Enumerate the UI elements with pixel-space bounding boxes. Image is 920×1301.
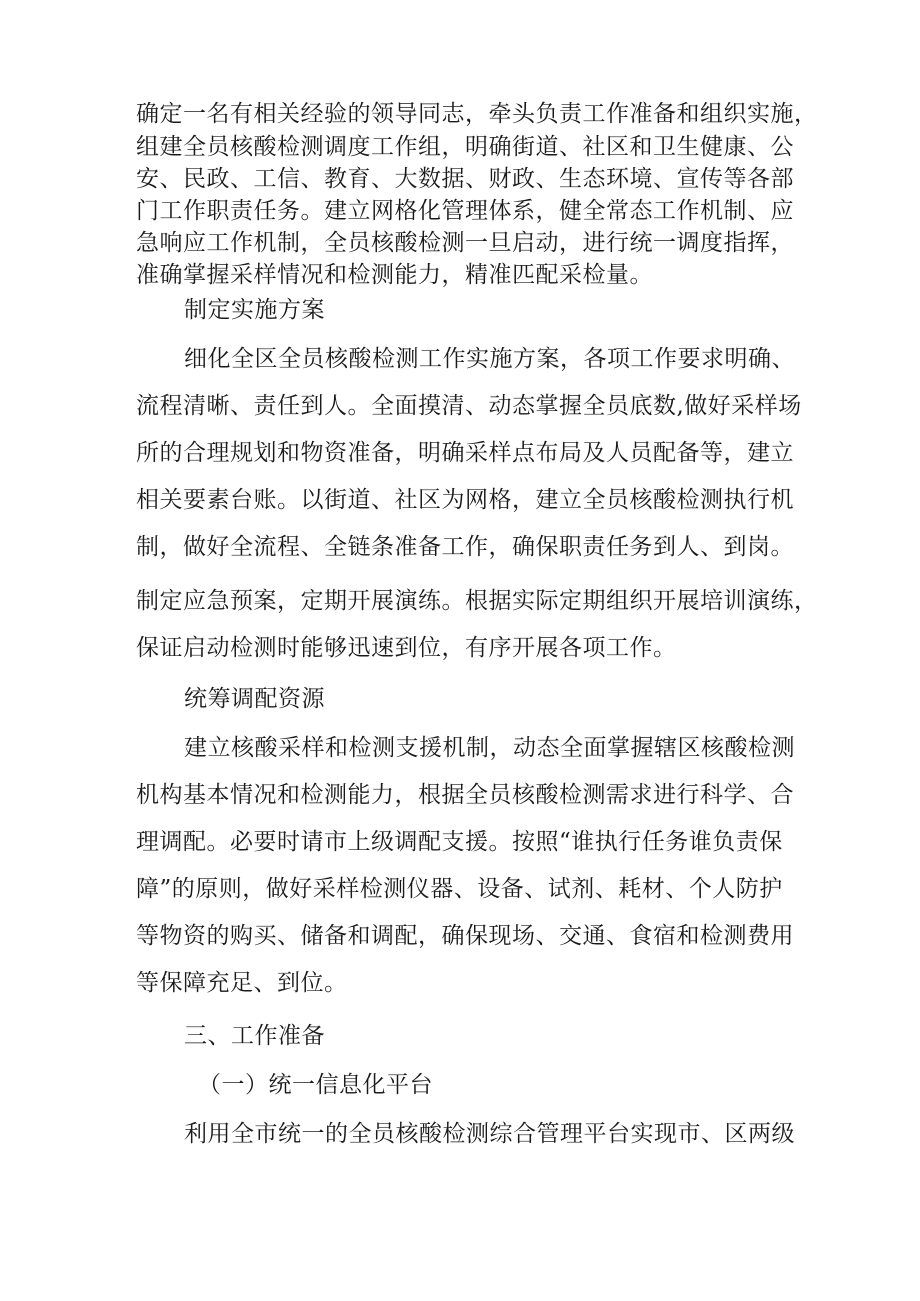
paragraph-line: 建立核酸采样和检测支援机制，动态全面掌握辖区核酸检测 <box>184 735 795 761</box>
paragraph-line: 流程清晰、责任到人。全面摸清、动态掌握全员底数,做好采样场 <box>136 393 802 419</box>
section-heading: 三、工作准备 <box>184 1023 325 1049</box>
subsection-heading: （一）统一信息化平台 <box>198 1072 433 1098</box>
paragraph-line: 相关要素台账。以街道、社区为网格，建立全员核酸检测执行机 <box>136 487 794 513</box>
section-heading: 统筹调配资源 <box>184 686 325 712</box>
paragraph-line: 制，做好全流程、全链条准备工作，确保职责任务到人、到岗。 <box>136 534 794 560</box>
paragraph-line: 保证启动检测时能够迅速到位，有序开展各项工作。 <box>136 635 677 661</box>
paragraph-line: 门工作职责任务。建立网格化管理体系，健全常态工作机制、应 <box>136 198 794 224</box>
paragraph-line: 确定一名有相关经验的领导同志，牵头负责工作准备和组织实施， <box>136 101 818 127</box>
paragraph-line: 制定应急预案，定期开展演练。根据实际定期组织开展培训演练， <box>136 588 818 614</box>
paragraph-line: 利用全市统一的全员核酸检测综合管理平台实现市、区两级 <box>184 1121 795 1147</box>
section-heading: 制定实施方案 <box>184 297 325 323</box>
paragraph-line: 所的合理规划和物资准备，明确采样点布局及人员配备等，建立 <box>136 440 794 466</box>
paragraph-line: 等物资的购买、储备和调配，确保现场、交通、食宿和检测费用 <box>136 923 794 949</box>
paragraph-line: 组建全员核酸检测调度工作组，明确街道、社区和卫生健康、公 <box>136 134 794 160</box>
paragraph-line: 细化全区全员核酸检测工作实施方案，各项工作要求明确、 <box>184 346 795 372</box>
paragraph-line: 理调配。必要时请市上级调配支援。按照“谁执行任务谁负责保 <box>136 829 783 855</box>
paragraph-line: 准确掌握采样情况和检测能力，精准匹配采检量。 <box>136 262 653 288</box>
paragraph-line: 机构基本情况和检测能力，根据全员核酸检测需求进行科学、合 <box>136 782 794 808</box>
paragraph-line: 急响应工作机制，全员核酸检测一旦启动，进行统一调度指挥， <box>136 230 794 256</box>
paragraph-line: 障”的原则，做好采样检测仪器、设备、试剂、耗材、个人防护 <box>136 876 783 902</box>
paragraph-line: 安、民政、工信、教育、大数据、财政、生态环境、宣传等各部 <box>136 166 794 192</box>
paragraph-line: 等保障充足、到位。 <box>136 970 348 996</box>
